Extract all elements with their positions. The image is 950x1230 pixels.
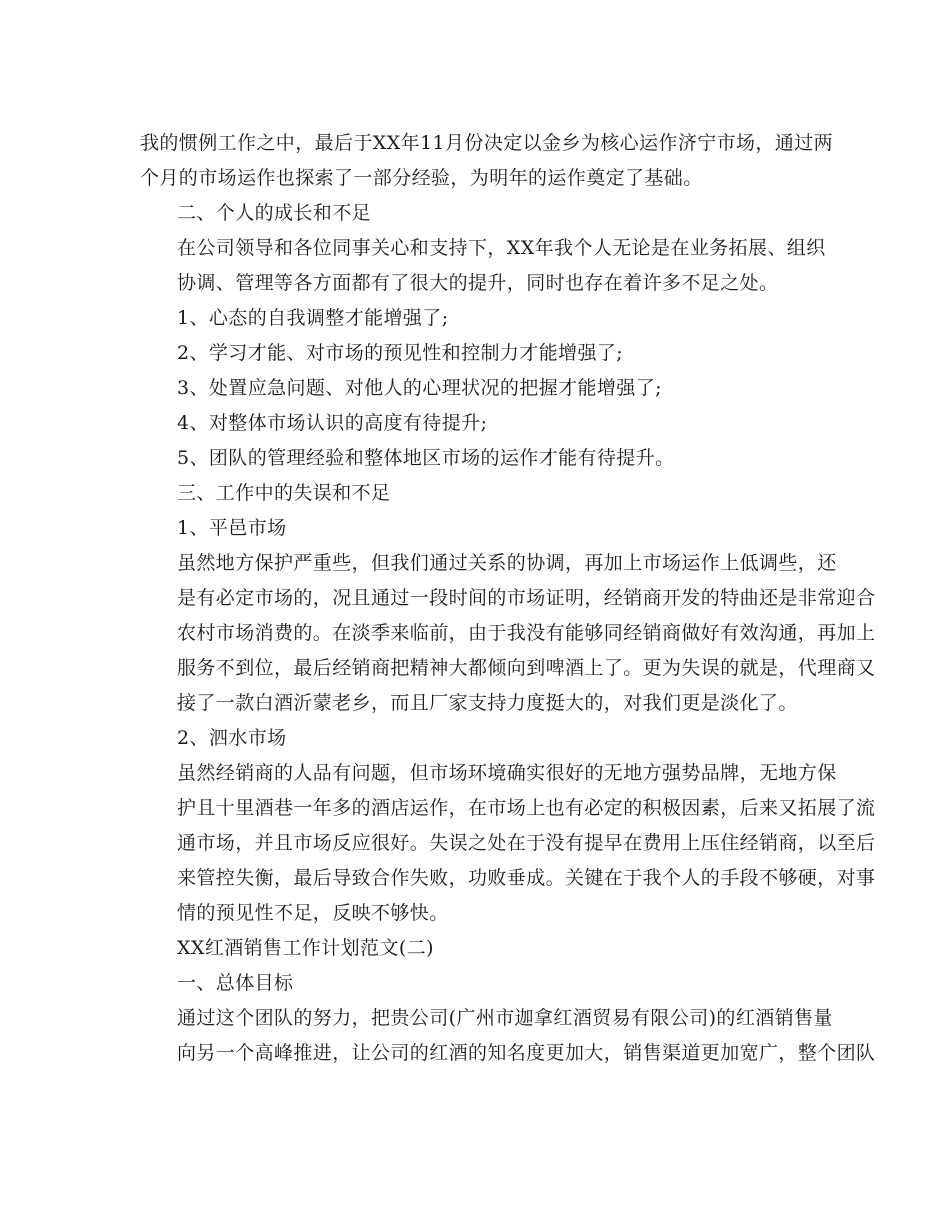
paragraph-h-sishui: [140, 721, 820, 756]
text-line: 农村市场消费的。在淡季来临前，由于我没有能够同经销商做好有效沟通，再加上: [177, 622, 876, 644]
paragraph-li-2: [140, 336, 820, 371]
text-line: 虽然地方保护严重些，但我们通过关系的协调，再加上市场运作上低调些，还: [177, 552, 837, 574]
text-line: 在公司领导和各位同事关心和支持下，XX年我个人无论是在业务拓展、组织: [177, 237, 826, 259]
text-line: 我的惯例工作之中，最后于XX年11月份决定以金乡为核心运作济宁市场，通过两: [140, 132, 834, 154]
text-line: 协调、管理等各方面都有了很大的提升，同时也存在着许多不足之处。: [177, 272, 779, 294]
paragraph-h-plan2: [140, 931, 820, 966]
paragraph-h-growth: [140, 196, 820, 231]
text-line: 三、工作中的失误和不足: [177, 482, 391, 504]
paragraph-li-3: [140, 371, 820, 406]
paragraph-h-goal: [140, 966, 820, 1001]
text-line: 个月的市场运作也探索了一部分经验，为明年的运作奠定了基础。: [140, 167, 703, 189]
paragraph-h-pingyi: [140, 511, 820, 546]
text-line: 通市场，并且市场反应很好。失误之处在于没有提早在费用上压住经销商，以至后: [177, 832, 876, 854]
text-line: 1、平邑市场: [177, 517, 287, 539]
paragraph-p-experience-cont: [140, 126, 834, 196]
text-line: 一、总体目标: [177, 972, 294, 994]
text-line: 2、泗水市场: [177, 727, 287, 749]
paragraph-h-mistakes: [140, 476, 820, 511]
text-line: 护且十里酒巷一年多的酒店运作，在市场上也有必定的积极因素，后来又拓展了流: [177, 797, 876, 819]
text-line: 虽然经销商的人品有问题，但市场环境确实很好的无地方强势品牌，无地方保: [177, 762, 837, 784]
paragraph-p-sishui: [140, 756, 876, 931]
text-line: 来管控失衡，最后导致合作失败，功败垂成。关键在于我个人的手段不够硬，对事: [177, 867, 876, 889]
document-body: [140, 126, 876, 1071]
paragraph-li-5: [140, 441, 820, 476]
text-line: 是有必定市场的，况且通过一段时间的市场证明，经销商开发的特曲还是非常迎合: [177, 587, 876, 609]
paragraph-p-goal: [140, 1001, 876, 1071]
paragraph-p-growth: [140, 231, 826, 301]
text-line: 向另一个高峰推进，让公司的红酒的知名度更加大，销售渠道更加宽广，整个团队: [177, 1042, 876, 1064]
text-line: 4、对整体市场认识的高度有待提升;: [177, 412, 488, 434]
text-line: 通过这个团队的努力，把贵公司(广州市迦拿红酒贸易有限公司)的红酒销售量: [177, 1007, 833, 1029]
text-line: 5、团队的管理经验和整体地区市场的运作才能有待提升。: [177, 447, 675, 469]
text-line: 情的预见性不足，反映不够快。: [177, 902, 449, 924]
text-line: 接了一款白酒沂蒙老乡，而且厂家支持力度挺大的，对我们更是淡化了。: [177, 692, 798, 714]
text-line: 1、心态的自我调整才能增强了;: [177, 307, 449, 329]
text-line: 2、学习才能、对市场的预见性和控制力才能增强了;: [177, 342, 624, 364]
text-line: 服务不到位，最后经销商把精神大都倾向到啤酒上了。更为失误的就是，代理商又: [177, 657, 876, 679]
paragraph-p-pingyi: [140, 546, 876, 721]
paragraph-li-4: [140, 406, 820, 441]
text-line: 3、处置应急问题、对他人的心理状况的把握才能增强了;: [177, 377, 662, 399]
paragraph-li-1: [140, 301, 820, 336]
text-line: 二、个人的成长和不足: [177, 202, 372, 224]
text-line: XX红酒销售工作计划范文(二): [177, 937, 434, 959]
